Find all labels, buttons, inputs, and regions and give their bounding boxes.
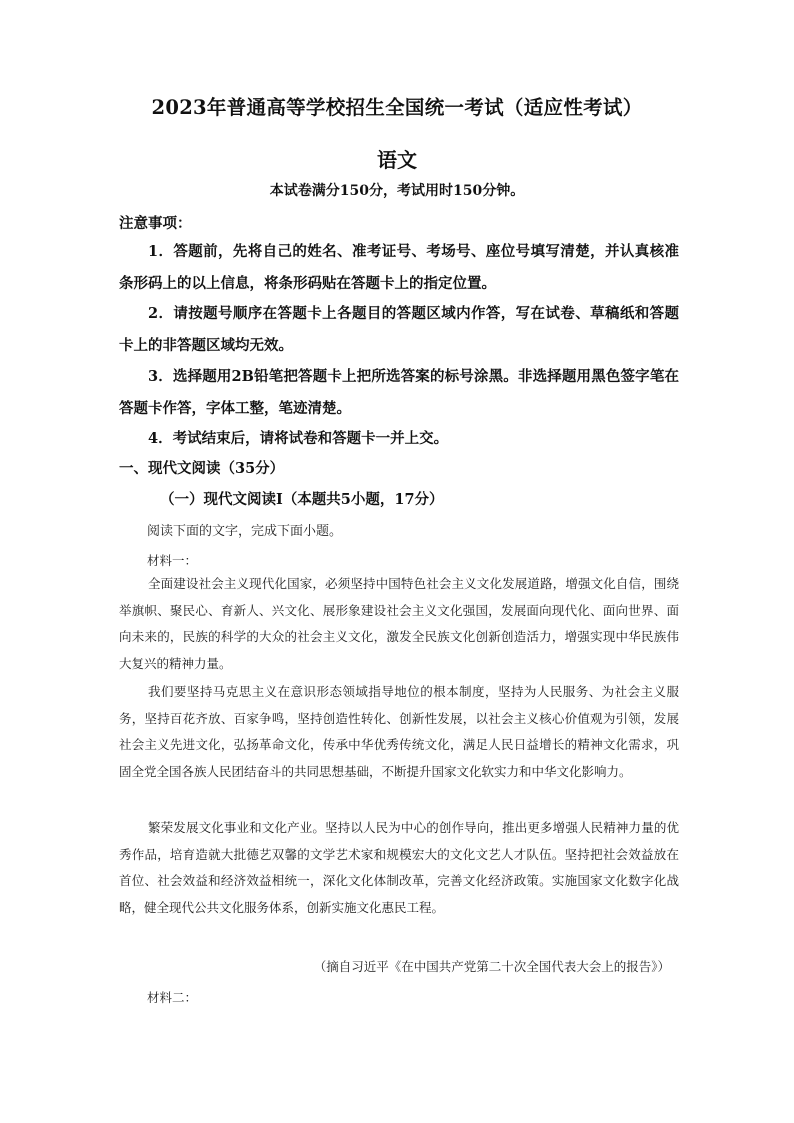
material-paragraph: 繁荣发展文化事业和文化产业。坚持以人民为中心的创作导向，推出更多增强人民精神力量的优秀作品，培育造就大批德艺双馨的文学艺术家和规模宏大的文化文艺人才队伍。坚持把社会效益放在首位、社会效益和经济效益相统一，深化文化体制改革，完善文化经济政策。实施国家文化数字化战略，健全现代公共文化服务体系，创新实施文化惠民工程。	[119, 820, 679, 915]
notice-item: 4．考试结束后，请将试卷和答题卡一并上交。	[148, 430, 449, 447]
notice-item: 1．答题前，先将自己的姓名、准考证号、考场号、座位号填写清楚，并认真核准条形码上的以上信息，将条形码贴在答题卡上的指定位置。	[119, 243, 679, 292]
material-one-label: 材料一：	[147, 553, 198, 568]
material-two-label: 材料二：	[147, 990, 198, 1005]
notice-item: 2．请按题号顺序在答题卡上各题目的答题区域内作答，写在试卷、草稿纸和答题卡上的非答题区域均无效。	[119, 305, 679, 354]
reading-instruction: 阅读下面的文字，完成下面小题。	[147, 524, 343, 539]
score-info: 本试卷满分150分，考试用时150分钟。	[269, 183, 525, 199]
notice-item: 3．选择题用2B铅笔把答题卡上把所选答案的标号涂黑。非选择题用黑色签字笔在答题卡作答，字体工整，笔迹清楚。	[119, 368, 679, 417]
material-source: （摘自习近平《在中国共产党第二十次全国代表大会上的报告》）	[313, 959, 670, 974]
subject-heading: 语文	[377, 148, 417, 172]
material-paragraph: 全面建设社会主义现代化国家，必须坚持中国特色社会主义文化发展道路，增强文化自信，围绕举旗帜、聚民心、育新人、兴文化、展形象建设社会主义文化强国，发展面向现代化、面向世界、面向未来的，民族的科学的大众的社会主义文化，激发全民族文化创新创造活力，增强实现中华民族伟大复兴的精神力量。	[119, 576, 679, 671]
section-heading: 一、现代文阅读（35分）	[119, 460, 285, 477]
subsection-heading: （一）现代文阅读Ⅰ（本题共5小题，17分）	[160, 491, 444, 508]
material-paragraph: 我们要坚持马克思主义在意识形态领域指导地位的根本制度，坚持为人民服务、为社会主义服务，坚持百花齐放、百家争鸣，坚持创造性转化、创新性发展，以社会主义核心价值观为引领，发展社会主义先进文化，弘扬革命文化，传承中华优秀传统文化，满足人民日益增长的精神文化需求，巩固全党全国各族人民团结奋斗的共同思想基础，不断提升国家文化软实力和中华文化影响力。	[119, 684, 679, 779]
notice-heading: 注意事项：	[119, 215, 192, 232]
exam-title: 2023年普通高等学校招生全国统一考试（适应性考试）	[151, 96, 643, 119]
